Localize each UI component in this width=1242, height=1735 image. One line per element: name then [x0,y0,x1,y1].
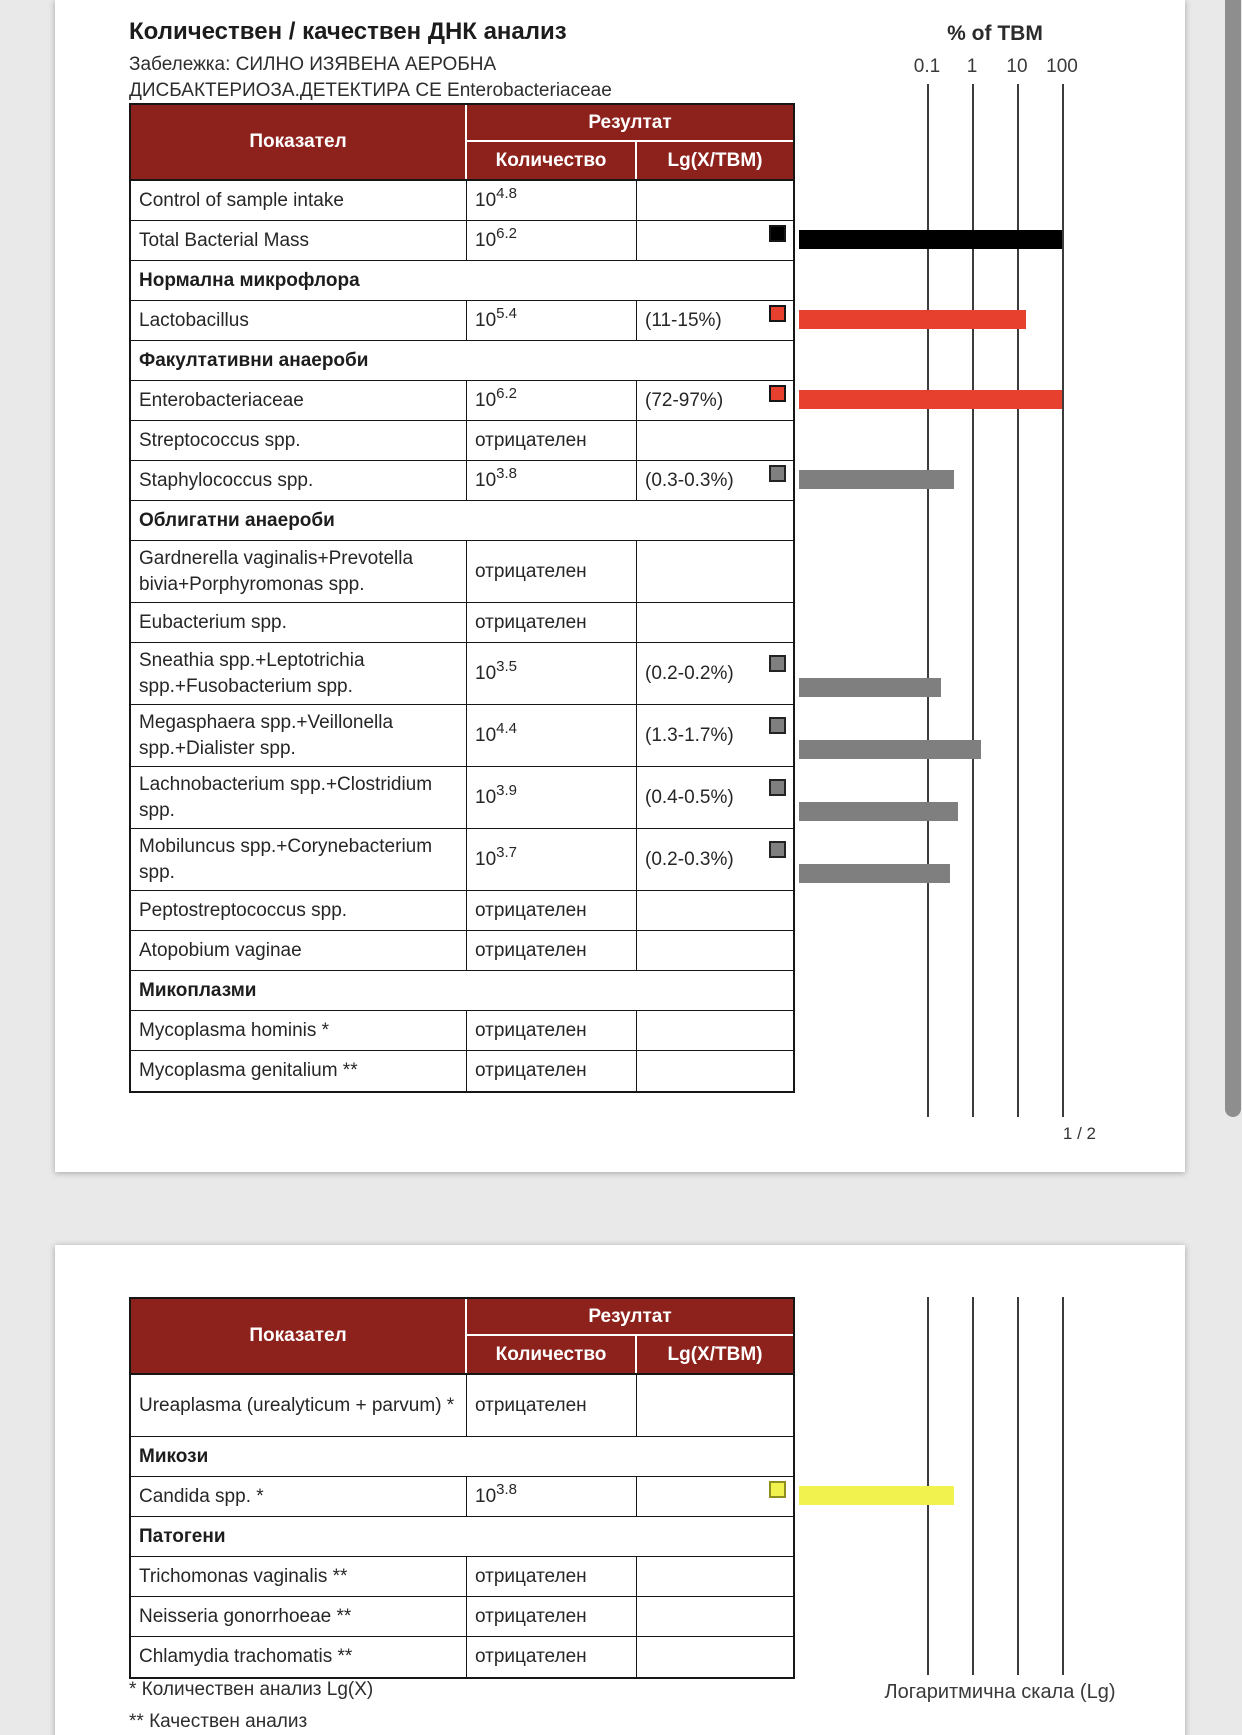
analysis-table-page1 [129,103,795,1093]
cell-indicator: Candida spp. * [131,1477,467,1516]
header-subrow [467,142,793,179]
cell-quantity [467,829,637,890]
table-row [131,181,793,221]
quantity-value: $10^{4.8}$ [475,184,517,211]
quantity-value: $10^{5.4}$ [475,304,517,331]
footnote-quantitative: * Количествен анализ Lg(X) [129,1679,374,1700]
table-row [131,767,793,829]
cell-lg: (1.3-1.7%) [645,724,734,746]
cell-quantity: отрицателен [467,603,637,642]
table-header-row [131,1299,793,1375]
cell-quantity: отрицателен [467,1557,637,1596]
analysis-table-page2 [129,1297,795,1679]
cell-quantity [467,705,637,766]
chart-bar [799,390,1062,409]
section-label: Патогени [139,1525,226,1547]
cell-indicator: Trichomonas vaginalis ** [131,1557,467,1596]
cell-indicator: Megasphaera spp.+Veillonella spp.+Dialister spp. [131,705,467,766]
cell-lg: (11-15%) [645,309,722,331]
header-result: Резултат [467,105,793,142]
section-row [131,501,793,541]
chart-bar [799,1486,954,1505]
cell-indicator: Chlamydia trachomatis ** [131,1637,467,1677]
axis-tick-label: 0.1 [913,56,941,77]
quantity-value: $10^{6.2}$ [475,384,517,411]
cell-lg: (0.2-0.2%) [645,662,734,684]
chart-bar [799,802,958,821]
table-row [131,829,793,891]
table-row [131,1011,793,1051]
grid-line [972,1297,974,1675]
section-row [131,971,793,1011]
cell-indicator: Control of sample intake [131,181,467,220]
chart-bar [799,740,981,759]
cell-indicator: Ureaplasma (urealyticum + parvum) * [131,1375,467,1436]
cell-indicator: Mycoplasma genitalium ** [131,1051,467,1091]
cell-indicator: Staphylococcus spp. [131,461,467,500]
footnote-qualitative: ** Качествен анализ [129,1711,308,1732]
header-quantity: Количество [467,1336,637,1373]
quantity-value: $10^{3.7}$ [475,843,517,870]
table-row [131,421,793,461]
table-row [131,931,793,971]
section-label: Микоплазми [139,979,257,1001]
chart-axis-title: % of TBM [947,22,1043,45]
chart-bar [799,678,941,697]
cell-quantity: отрицателен [467,1011,637,1050]
quantity-value: $10^{6.2}$ [475,224,517,251]
cell-lg: (0.4-0.5%) [645,786,734,808]
cell-lg [637,421,793,460]
table-row [131,381,793,421]
cell-lg [637,181,793,220]
cell-indicator: Mobiluncus spp.+Corynebacterium spp. [131,829,467,890]
cell-indicator: Total Bacterial Mass [131,221,467,260]
cell-quantity [467,767,637,828]
table-row [131,705,793,767]
table-row [131,221,793,261]
chart-bar [799,470,954,489]
header-quantity: Количество [467,142,637,179]
axis-tick-label: 100 [1046,56,1078,77]
cell-lg [637,1051,793,1091]
cell-lg [637,221,793,260]
grid-line [972,84,974,1117]
cell-indicator: Gardnerella vaginalis+Prevotella bivia+Porphyromonas spp. [131,541,467,602]
cell-quantity: отрицателен [467,421,637,460]
cell-quantity: отрицателен [467,931,637,970]
header-indicator-col: Показател [131,1299,467,1373]
table-row [131,643,793,705]
chart-bar [799,864,950,883]
cell-indicator: Lactobacillus [131,301,467,340]
table-row [131,1477,793,1517]
log-scale-label: Логаритмична скала (Lg) [884,1681,1116,1703]
cell-indicator: Eubacterium spp. [131,603,467,642]
section-row [131,261,793,301]
quantity-value: $10^{3.5}$ [475,657,517,684]
table-row [131,603,793,643]
section-label: Микози [139,1445,209,1467]
table-row [131,1597,793,1637]
report-note: Забележка: СИЛНО ИЗЯВЕНА АЕРОБНА ДИСБАКТЕРИОЗА.ДЕТЕКТИРА СЕ Enterobacteriaceae [129,54,612,101]
cell-quantity: отрицателен [467,541,637,602]
cell-lg [637,931,793,970]
table-row [131,1637,793,1677]
cell-indicator: Sneathia spp.+Leptotrichia spp.+Fusobacterium spp. [131,643,467,704]
report-page-2 [55,1245,1185,1735]
table-row [131,301,793,341]
page-title: Количествен / качествен ДНК анализ [129,18,567,45]
cell-lg [637,1597,793,1636]
scrollbar-thumb[interactable] [1225,0,1241,1117]
cell-lg [637,1637,793,1677]
page-indicator: 1 / 2 [1062,1124,1096,1143]
cell-lg: (0.3-0.3%) [645,469,734,491]
cell-indicator: Streptococcus spp. [131,421,467,460]
cell-lg [637,541,793,602]
table-row [131,1051,793,1091]
header-indicator-col: Показател [131,105,467,179]
cell-indicator: Lachnobacterium spp.+Clostridium spp. [131,767,467,828]
grid-line [1062,84,1064,1117]
cell-quantity [467,643,637,704]
header-lg: Lg(X/TBM) [667,149,763,171]
header-result: Резултат [467,1299,793,1336]
cell-quantity [467,301,637,340]
section-label: Факултативни анаероби [139,349,369,371]
cell-lg [637,1375,793,1436]
grid-line [927,1297,929,1675]
cell-indicator: Atopobium vaginae [131,931,467,970]
section-row [131,1517,793,1557]
cell-quantity [467,1477,637,1516]
section-label: Облигатни анаероби [139,509,335,531]
cell-quantity: отрицателен [467,1051,637,1091]
cell-quantity: отрицателен [467,1597,637,1636]
cell-indicator: Mycoplasma hominis * [131,1011,467,1050]
grid-line [927,84,929,1117]
quantity-value: $10^{3.8}$ [475,1480,517,1507]
cell-quantity [467,461,637,500]
cell-quantity [467,381,637,420]
chart-bar [799,310,1026,329]
cell-quantity: отрицателен [467,1637,637,1677]
cell-quantity [467,181,637,220]
header-result-group [467,105,793,179]
axis-tick-label: 10 [1006,56,1028,77]
cell-lg [637,1477,793,1516]
grid-line [1017,1297,1019,1675]
axis-tick-label: 1 [966,56,978,77]
cell-lg [637,603,793,642]
section-row [131,341,793,381]
chart-bar [799,230,1062,249]
table-row [131,891,793,931]
cell-quantity: отрицателен [467,1375,637,1436]
cell-lg [637,891,793,930]
table-row [131,1557,793,1597]
cell-lg: (72-97%) [645,389,724,411]
cell-quantity: отрицателен [467,891,637,930]
cell-lg [637,1557,793,1596]
table-header-row [131,105,793,181]
table-row [131,541,793,603]
header-lg: Lg(X/TBM) [667,1343,763,1365]
quantity-value: $10^{3.9}$ [475,781,517,808]
section-row [131,1437,793,1477]
table-row [131,461,793,501]
grid-line [1017,84,1019,1117]
cell-quantity [467,221,637,260]
cell-lg [637,1011,793,1050]
report-page-1 [55,0,1185,1172]
cell-indicator: Peptostreptococcus spp. [131,891,467,930]
grid-line [1062,1297,1064,1675]
quantity-value: $10^{3.8}$ [475,464,517,491]
table-row [131,1375,793,1437]
header-subrow [467,1336,793,1373]
section-label: Нормална микрофлора [139,269,360,291]
cell-lg: (0.2-0.3%) [645,848,734,870]
cell-indicator: Enterobacteriaceae [131,381,467,420]
cell-indicator: Neisseria gonorrhoeae ** [131,1597,467,1636]
quantity-value: $10^{4.4}$ [475,719,517,746]
header-result-group [467,1299,793,1373]
